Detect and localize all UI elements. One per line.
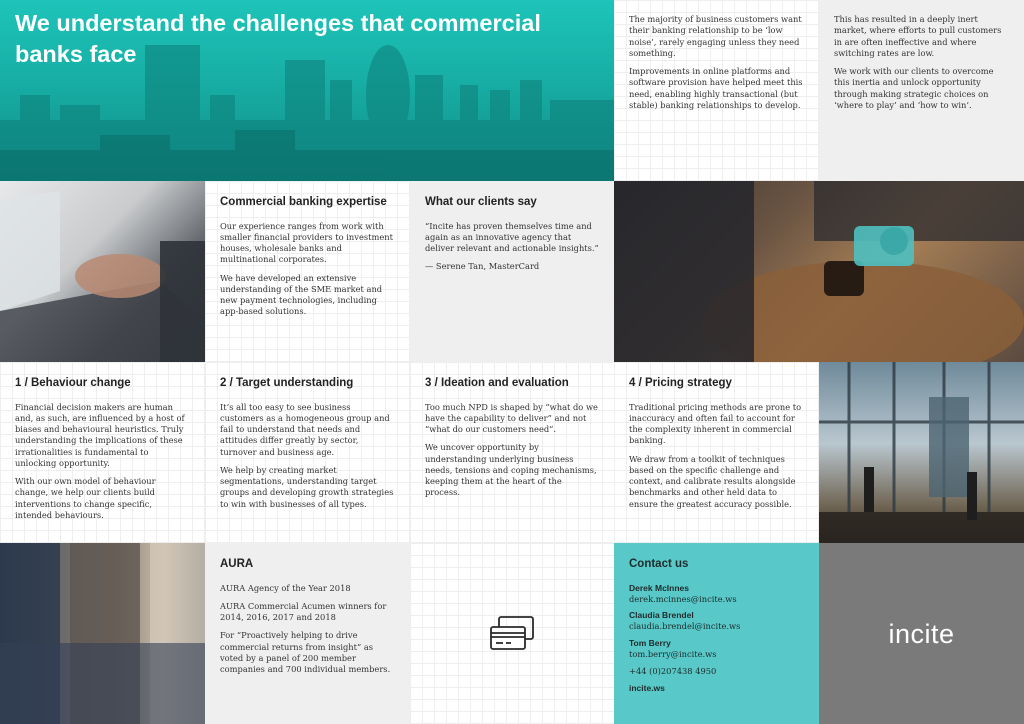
aura-paragraph: AURA Agency of the Year 2018 xyxy=(220,582,351,593)
incite-logo: incite xyxy=(888,618,955,649)
intro-paragraph: Improvements in online platforms and software provision have helped meet this need, enabling highly transactional (but stable) banking relationships to develop. xyxy=(629,66,803,110)
contact-email-link[interactable]: tom.berry@incite.ws xyxy=(629,649,717,660)
website-link[interactable]: incite.ws xyxy=(629,682,665,693)
page-title: We understand the challenges that commercial banks face xyxy=(15,10,541,67)
service-heading: 4 / Pricing strategy xyxy=(629,377,732,389)
intro-paragraph: The majority of business customers want their banking relationship to be ‘low noise’, rarely engaging unless they need something. xyxy=(629,14,802,58)
contact-email-link[interactable]: derek.mcinnes@incite.ws xyxy=(629,593,737,604)
service-paragraph: We help by creating market segmentations, understanding target groups and developing growth strategies to win with businesses of all types. xyxy=(220,464,394,509)
payment-cards-icon xyxy=(489,615,535,653)
contact-section xyxy=(614,543,819,724)
service-target-understanding xyxy=(205,362,410,543)
service-heading: 2 / Target understanding xyxy=(220,377,354,389)
aura-paragraph: For “Proactively helping to drive commercial returns from insight” as voted by a panel of 200 member companies and 700 individual members. xyxy=(220,630,391,675)
aura-section xyxy=(205,543,410,724)
service-behaviour-change xyxy=(0,362,205,543)
testimonial-heading: What our clients say xyxy=(425,196,537,208)
office-window-photo xyxy=(819,362,1024,543)
contact-name: Claudia Brendel xyxy=(629,610,694,621)
aura-heading: AURA xyxy=(220,558,254,570)
intro-column-1 xyxy=(614,0,819,181)
intro-paragraph: We work with our clients to overcome this inertia and unlock opportunity through making strategic choices on ‘where to play’ and ‘how to win’. xyxy=(834,66,994,110)
aura-paragraph: AURA Commercial Acumen winners for 2014, 2016, 2017 and 2018 xyxy=(220,600,387,623)
expertise-heading: Commercial banking expertise xyxy=(220,196,387,208)
contact-name: Derek McInnes xyxy=(629,582,689,593)
service-paragraph: We draw from a toolkit of techniques based on the specific challenge and context, and calibrate results alongside benchmarks and other held data to ensure the greatest accuracy possible. xyxy=(629,453,796,509)
service-heading: 1 / Behaviour change xyxy=(15,377,131,389)
service-heading: 3 / Ideation and evaluation xyxy=(425,377,569,389)
testimonial-section xyxy=(410,181,614,362)
contact-email-link[interactable]: claudia.brendel@incite.ws xyxy=(629,621,741,632)
icon-section xyxy=(410,543,614,724)
meeting-photo xyxy=(614,181,1024,362)
service-paragraph: Financial decision makers are human and, as such, are influenced by a host of biases and behavioural heuristics. Truly understanding the implications of these irrationalities is fundamental to unlocking opportunity. xyxy=(15,401,185,468)
service-paragraph: We uncover opportunity by understanding underlying business needs, tensions and coping mechanisms, keeping them at the heart of the process. xyxy=(425,442,597,498)
service-paragraph: It’s all too easy to see business customers as a homogeneous group and fail to understand that needs and attitudes differ greatly by sector, turnover and business age. xyxy=(220,401,390,457)
intro-paragraph: This has resulted in a deeply inert market, where efforts to pull customers in are often ineffective and where switching rates are low. xyxy=(834,14,1002,58)
logo-section xyxy=(819,543,1024,724)
testimonial-attribution: — Serene Tan, MasterCard xyxy=(425,261,540,272)
expertise-paragraph: Our experience ranges from work with smaller financial providers to investment houses, wholesale banks and multinational corporates. xyxy=(220,220,393,265)
service-ideation-evaluation xyxy=(410,362,614,543)
contact-heading: Contact us xyxy=(629,558,689,570)
contact-name: Tom Berry xyxy=(629,638,671,649)
expertise-paragraph: We have developed an extensive understanding of the SME market and new payment technologies, including app-based solutions. xyxy=(220,272,383,317)
hero-banner xyxy=(0,0,614,181)
service-pricing-strategy xyxy=(614,362,819,543)
service-paragraph: Traditional pricing methods are prone to inaccuracy and often fail to account for the complexity inherent in commercial banking. xyxy=(629,401,802,446)
service-paragraph: With our own model of behaviour change, we help our clients build interventions to change specific, intended behaviours. xyxy=(15,476,156,521)
contact-phone[interactable]: +44 (0)207438 4950 xyxy=(629,666,717,676)
expertise-section xyxy=(205,181,410,362)
laptop-photo xyxy=(0,181,205,362)
testimonial-quote: “Incite has proven themselves time and again as an innovative agency that deliver relevant and actionable insights.” xyxy=(425,220,599,254)
service-paragraph: Too much NPD is shaped by “what do we have the capability to deliver” and not “what do our customers need”. xyxy=(425,401,598,435)
intro-column-2 xyxy=(819,0,1024,181)
people-photo xyxy=(0,543,205,724)
